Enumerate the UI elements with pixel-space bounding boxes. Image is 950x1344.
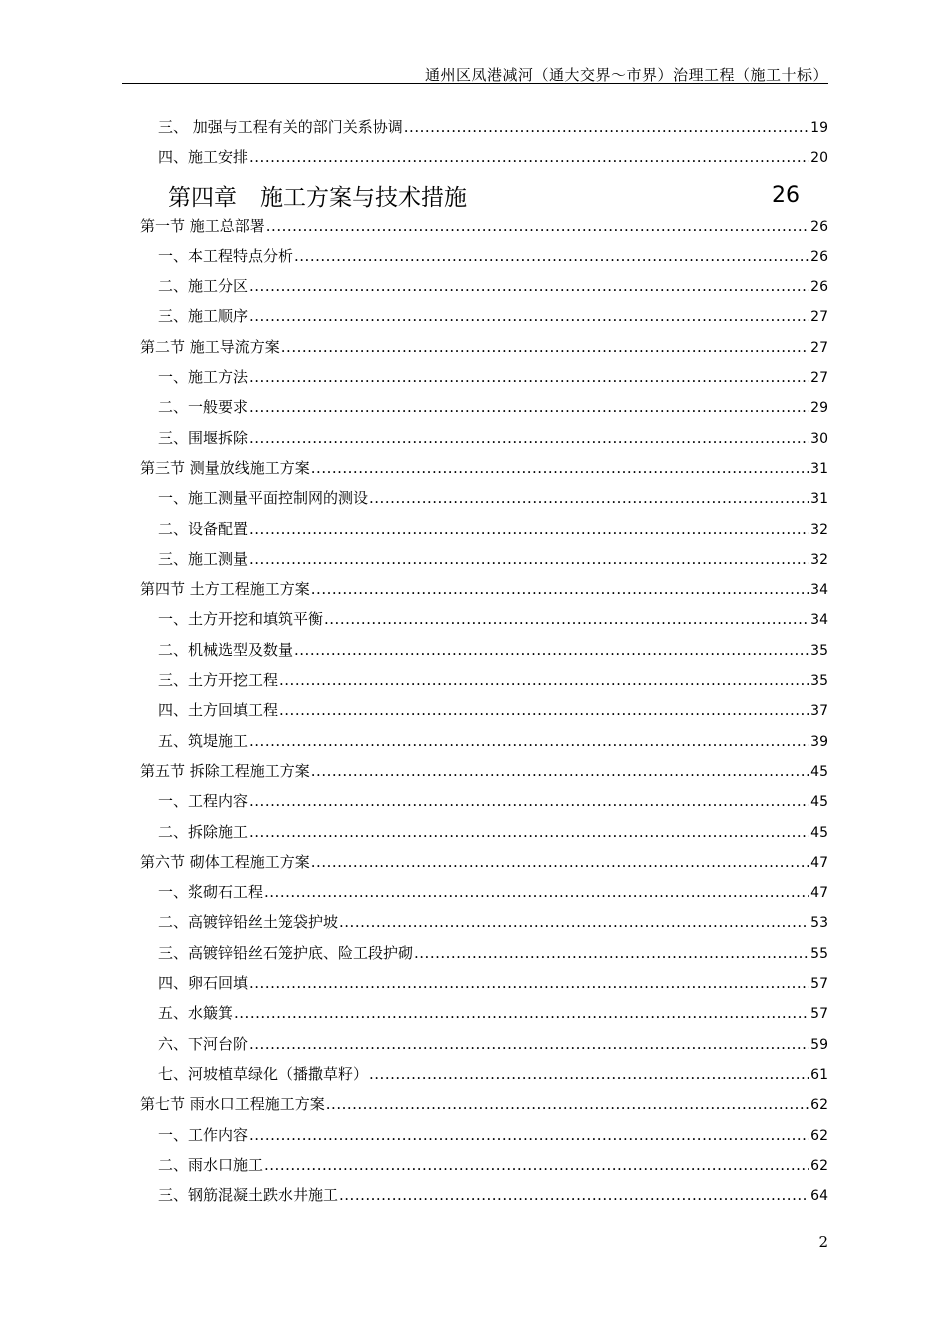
- toc-entry-page: 27: [810, 339, 828, 356]
- toc-leader-dots: [279, 701, 809, 719]
- toc-entry[interactable]: [140, 1184, 828, 1214]
- toc-entry-page: 32: [810, 551, 828, 568]
- toc-leader-dots: [324, 610, 809, 628]
- toc-entry[interactable]: [140, 146, 828, 176]
- toc-entry-title: 第三节 测量放线施工方案: [140, 458, 310, 477]
- header-rule: [122, 83, 828, 84]
- toc-entry-title: 三、高镀锌铅丝石笼护底、险工段护砌: [158, 943, 414, 962]
- toc-entry[interactable]: [140, 1002, 828, 1032]
- toc-entry[interactable]: [140, 578, 828, 608]
- toc-entry-page: 31: [810, 460, 828, 477]
- toc-entry-title: 二、机械选型及数量: [158, 640, 294, 659]
- page-header-title: 通州区凤港减河（通大交界～市界）治理工程（施工十标）: [424, 66, 828, 84]
- toc-entry-title: 二、拆除施工: [158, 822, 249, 841]
- toc-entry-page: 64: [810, 1188, 828, 1205]
- toc-entry-title: 二、施工分区: [158, 277, 249, 296]
- toc-entry-page: 57: [810, 1006, 828, 1023]
- toc-entry[interactable]: [140, 911, 828, 941]
- toc-entry[interactable]: [140, 275, 828, 305]
- toc-entry-title: 第五节 拆除工程施工方案: [140, 761, 310, 780]
- toc-entry-title: 一、施工测量平面控制网的测设: [158, 489, 369, 508]
- toc-leader-dots: [249, 368, 809, 386]
- toc-entry[interactable]: [140, 1124, 828, 1154]
- toc-entry[interactable]: [140, 790, 828, 820]
- toc-entry[interactable]: [140, 457, 828, 487]
- toc-entry-title: 第四章 施工方案与技术措施: [168, 185, 467, 212]
- toc-entry[interactable]: [140, 699, 828, 729]
- toc-entry-title: 一、本工程特点分析: [158, 246, 294, 265]
- toc-entry-page: 26: [810, 279, 828, 296]
- toc-entry-title: 四、施工安排: [158, 148, 249, 167]
- toc-entry-page: 61: [810, 1066, 828, 1083]
- toc-leader-dots: [249, 550, 809, 568]
- toc-entry-page: 29: [810, 400, 828, 417]
- toc-entry[interactable]: [140, 518, 828, 548]
- toc-entry-page: 45: [810, 824, 828, 841]
- toc-entry-page: 31: [810, 491, 828, 508]
- toc-entry-page: 62: [810, 1157, 828, 1174]
- toc-leader-dots: [311, 853, 809, 871]
- toc-leader-dots: [414, 944, 809, 962]
- toc-entry[interactable]: [140, 305, 828, 335]
- toc-entry-title: 一、工程内容: [158, 792, 249, 811]
- toc-entry-title: 四、土方回填工程: [158, 701, 279, 720]
- toc-entry-title: 四、卵石回填: [158, 974, 249, 993]
- toc-entry-page: 19: [810, 120, 828, 136]
- toc-entry[interactable]: [140, 427, 828, 457]
- toc-leader-dots: [326, 1095, 809, 1113]
- toc-leader-dots: [279, 671, 809, 689]
- table-of-contents: [140, 116, 828, 1214]
- toc-entry-page: 32: [810, 521, 828, 538]
- toc-entry-page: 35: [810, 642, 828, 659]
- toc-entry-page: 26: [810, 218, 828, 235]
- toc-entry[interactable]: [140, 821, 828, 851]
- toc-entry-title: 五、筑堤施工: [158, 731, 249, 750]
- toc-entry[interactable]: [140, 487, 828, 517]
- toc-leader-dots: [369, 1065, 809, 1083]
- toc-leader-dots: [249, 429, 809, 447]
- toc-entry[interactable]: [140, 1154, 828, 1184]
- toc-entry[interactable]: [140, 730, 828, 760]
- page-number: 2: [818, 1233, 828, 1251]
- toc-entry-page: 27: [810, 309, 828, 326]
- toc-entry-page: 55: [810, 945, 828, 962]
- toc-entry-title: 一、土方开挖和填筑平衡: [158, 610, 324, 629]
- toc-chapter-entry[interactable]: [140, 177, 828, 215]
- toc-entry-page: 45: [810, 763, 828, 780]
- toc-entry[interactable]: [140, 336, 828, 366]
- toc-entry[interactable]: [140, 215, 828, 245]
- toc-entry-page: 26: [772, 183, 800, 209]
- toc-leader-dots: [311, 580, 809, 598]
- toc-entry[interactable]: [140, 669, 828, 699]
- toc-entry[interactable]: [140, 942, 828, 972]
- toc-entry[interactable]: [140, 1063, 828, 1093]
- toc-entry-page: 34: [810, 612, 828, 629]
- toc-entry-title: 三、施工测量: [158, 549, 249, 568]
- toc-leader-dots: [249, 277, 809, 295]
- toc-entry-page: 45: [810, 794, 828, 811]
- toc-entry-title: 一、施工方法: [158, 368, 249, 387]
- toc-entry-title: 第七节 雨水口工程施工方案: [140, 1095, 325, 1114]
- toc-entry-title: 二、雨水口施工: [158, 1155, 264, 1174]
- toc-entry[interactable]: [140, 972, 828, 1002]
- toc-entry[interactable]: [140, 881, 828, 911]
- toc-entry-page: 27: [810, 370, 828, 387]
- toc-entry[interactable]: [140, 1093, 828, 1123]
- toc-leader-dots: [249, 1035, 809, 1053]
- toc-leader-dots: [249, 792, 809, 810]
- toc-entry-title: 三、施工顺序: [158, 307, 249, 326]
- toc-leader-dots: [234, 1004, 809, 1022]
- toc-entry-title: 第一节 施工总部署: [140, 216, 265, 235]
- toc-leader-dots: [266, 217, 809, 235]
- toc-entry-page: 47: [810, 854, 828, 871]
- toc-entry-page: 35: [810, 673, 828, 690]
- toc-entry-title: 第四节 土方工程施工方案: [140, 580, 310, 599]
- toc-leader-dots: [249, 148, 809, 166]
- toc-entry-title: 第六节 砌体工程施工方案: [140, 852, 310, 871]
- toc-leader-dots: [294, 641, 809, 659]
- toc-entry[interactable]: [140, 396, 828, 426]
- toc-entry-title: 一、浆砌石工程: [158, 883, 264, 902]
- toc-leader-dots: [249, 520, 809, 538]
- toc-leader-dots: [369, 489, 809, 507]
- toc-entry-page: 30: [810, 430, 828, 447]
- toc-entry-page: 59: [810, 1036, 828, 1053]
- toc-entry-title: 二、高镀锌铅丝土笼袋护坡: [158, 913, 339, 932]
- toc-leader-dots: [264, 883, 809, 901]
- toc-entry-title: 三、土方开挖工程: [158, 671, 279, 690]
- toc-entry-title: 一、工作内容: [158, 1125, 249, 1144]
- toc-entry[interactable]: [140, 851, 828, 881]
- toc-entry-page: 47: [810, 885, 828, 902]
- toc-entry[interactable]: [140, 608, 828, 638]
- toc-entry-page: 26: [810, 248, 828, 265]
- toc-entry-title: 二、一般要求: [158, 398, 249, 417]
- toc-entry-page: 20: [810, 150, 828, 167]
- toc-entry-page: 37: [810, 703, 828, 720]
- toc-leader-dots: [249, 307, 809, 325]
- toc-entry[interactable]: [140, 245, 828, 275]
- toc-leader-dots: [249, 1126, 809, 1144]
- toc-leader-dots: [264, 1156, 809, 1174]
- toc-entry-page: 34: [810, 582, 828, 599]
- toc-entry[interactable]: [140, 116, 828, 146]
- toc-leader-dots: [281, 338, 809, 356]
- toc-leader-dots: [249, 823, 809, 841]
- toc-leader-dots: [404, 118, 809, 136]
- toc-entry-title: 三、 加强与工程有关的部门关系协调: [158, 118, 403, 136]
- toc-entry-title: 二、设备配置: [158, 519, 249, 538]
- toc-entry-page: 62: [810, 1127, 828, 1144]
- toc-entry-page: 62: [810, 1097, 828, 1114]
- toc-entry-title: 三、钢筋混凝土跌水井施工: [158, 1186, 339, 1205]
- toc-entry-page: 57: [810, 976, 828, 993]
- toc-entry[interactable]: [140, 1033, 828, 1063]
- toc-entry[interactable]: [140, 366, 828, 396]
- toc-entry[interactable]: [140, 639, 828, 669]
- toc-leader-dots: [294, 247, 809, 265]
- toc-entry-title: 七、河坡植草绿化（播撒草籽）: [158, 1064, 369, 1083]
- toc-entry[interactable]: [140, 760, 828, 790]
- toc-entry-title: 第二节 施工导流方案: [140, 337, 280, 356]
- toc-leader-dots: [339, 1186, 809, 1204]
- toc-entry-title: 三、围堰拆除: [158, 428, 249, 447]
- toc-leader-dots: [249, 732, 809, 750]
- toc-entry[interactable]: [140, 548, 828, 578]
- toc-entry-page: 39: [810, 733, 828, 750]
- toc-entry-title: 六、下河台阶: [158, 1034, 249, 1053]
- toc-entry-title: 五、水簸箕: [158, 1004, 234, 1023]
- toc-leader-dots: [339, 913, 809, 931]
- toc-entry-page: 53: [810, 915, 828, 932]
- toc-leader-dots: [249, 398, 809, 416]
- toc-leader-dots: [311, 459, 809, 477]
- toc-leader-dots: [311, 762, 809, 780]
- toc-leader-dots: [249, 974, 809, 992]
